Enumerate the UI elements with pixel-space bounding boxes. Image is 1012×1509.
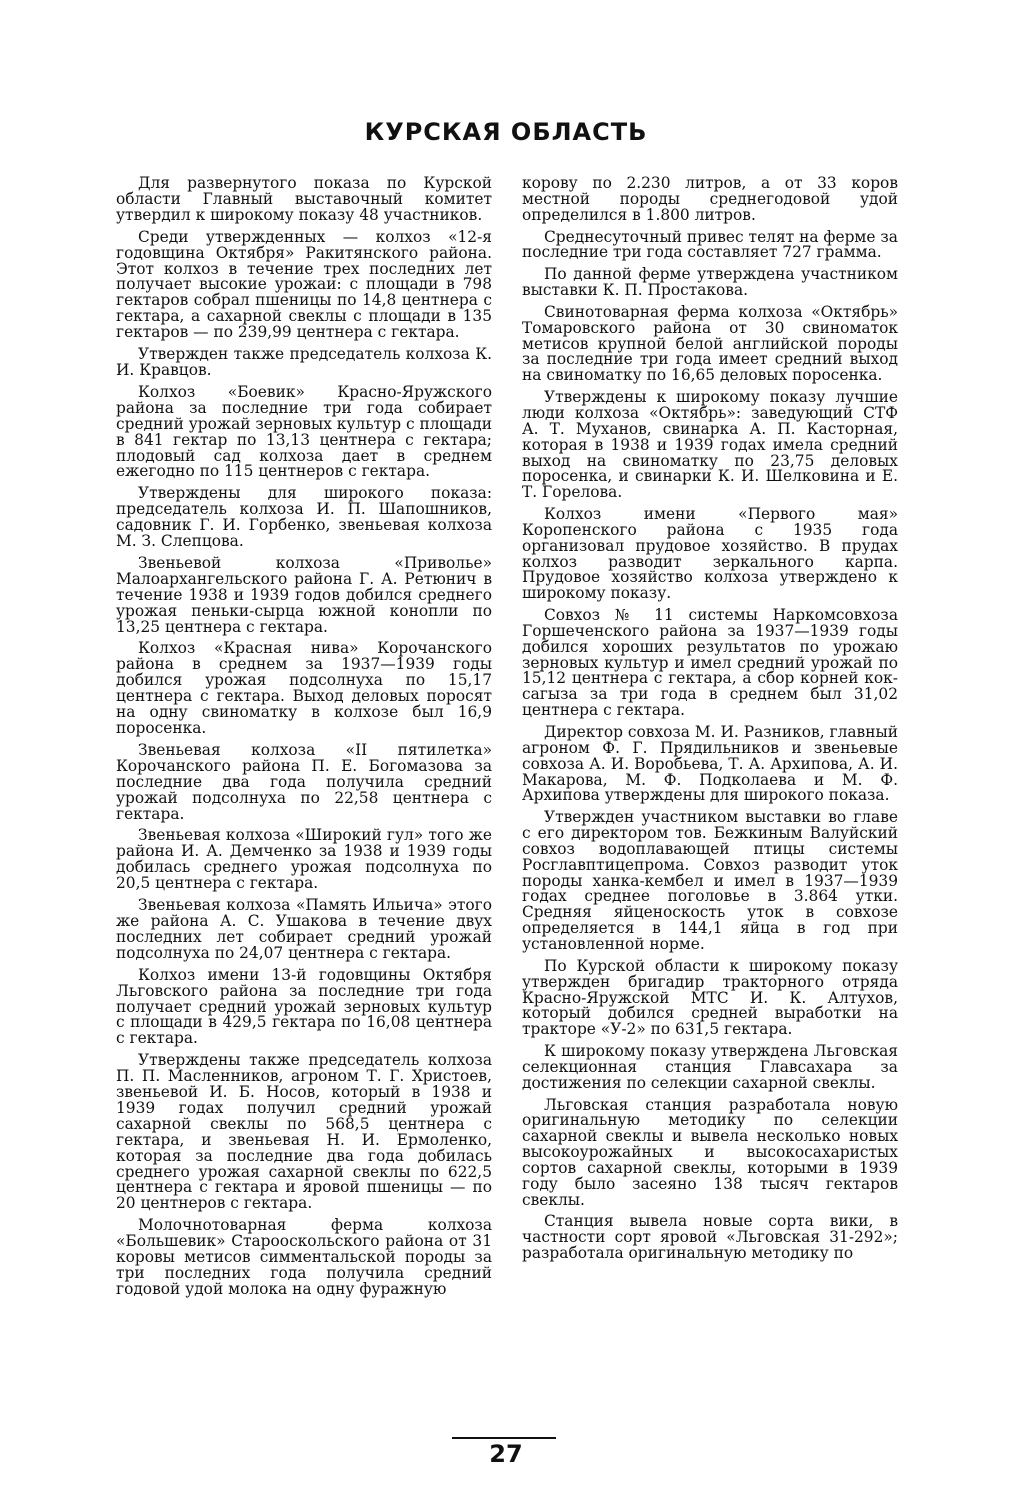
page-number: 27	[489, 1440, 523, 1468]
paragraph: Утвержден участником выставки во главе с его директором тов. Бежкиным Валуйский совхоз водоплавающей птицы системы Росглавптицепрома. Совхоз разводит уток породы ханка-кембел и имел в 1937—1939 годах среднее поголовье в 3.864 утки. Средняя яйценоскость уток в совхозе определяется в 144,1 яйца в год при установленной норме.	[522, 808, 898, 953]
paragraph: Звеньевой колхоза «Приволье» Малоархангельского района Г. А. Ретюнич в течение 1938 и 1939 годов добился среднего урожая пеньки-сырца южной конопли по 13,25 центнера с гектара.	[116, 553, 492, 636]
page-title: КУРСКАЯ ОБЛАСТЬ	[364, 118, 648, 146]
paragraph: корову по 2.230 литров, а от 33 коров местной породы среднегодовой удой определился в 1.800 литров.	[522, 174, 898, 224]
paragraph: Льговская станция разработала новую оригинальную методику по селекции сахарной свеклы и вывела несколько новых высокоурожайных и высокосахаристых сортов сахарной свеклы, которыми в 1939 году было засеяно 138 тысяч гектаров свеклы.	[522, 1095, 898, 1209]
paragraph: По Курской области к широкому показу утвержден бригадир тракторного отряда Красно-Яружской МТС И. К. Алтухов, который добился средней выработки на тракторе «У-2» по 631,5 гектара.	[522, 956, 898, 1039]
paragraph: Утвержден также председатель колхоза К. И. Кравцов.	[116, 345, 492, 379]
left-column	[116, 176, 492, 1304]
paragraph: Колхоз «Боевик» Красно-Яружского района за последние три года собирает средний урожай зерновых культур с площади в 841 гектар по 13,13 центнера с гектара; плодовый сад колхоза дает в среднем ежегодно по 115 центнеров с гектара.	[116, 382, 492, 481]
paragraph: Утверждены также председатель колхоза П. П. Масленников, агроном Т. Г. Христоев, звеньевой И. Б. Носов, который в 1938 и 1939 годах получил средний урожай сахарной свеклы по 568,5 центнера с гектара, и звеньевая Н. И. Ермоленко, которая за последние два года добилась среднего урожая сахарной свеклы по 622,5 центнера с гектара и яровой пшеницы — по 20 центнеров с гектара.	[116, 1051, 492, 1213]
right-column	[522, 176, 898, 1268]
paragraph: Для развернутого показа по Курской области Главный выставочный комитет утвердил к широкому показу 48 участников.	[116, 174, 492, 224]
paragraph: Среди утвержденных — колхоз «12-я годовщина Октября» Ракитянского района. Этот колхоз в течение трех последних лет получает высокие урожаи: с площади в 798 гектаров собрал пшеницы по 14,8 центнера с гектара, а сахарной свеклы с площади в 135 гектаров — по 239,99 центнера с гектара.	[116, 227, 492, 342]
paragraph: Звеньевая колхоза «II пятилетка» Корочанского района П. Е. Богомазова за последние два года получила средний урожай подсолнуха по 22,58 центнера с гектара.	[116, 740, 492, 823]
paragraph: Утверждены для широкого показа: председатель колхоза И. П. Шапошников, садовник Г. И. Горбенко, звеньевая колхоза М. З. Слепцова.	[116, 484, 492, 551]
paragraph: Свинотоварная ферма колхоза «Октябрь» Томаровского района от 30 свиноматок метисов крупной белой английской породы за последние три года имеет средний выход на свиноматку по 16,65 деловых поросенка.	[522, 302, 898, 385]
paragraph: К широкому показу утверждена Льговская селекционная станция Главсахара за достижения по селекции сахарной свеклы.	[522, 1042, 898, 1092]
paragraph: Колхоз имени 13-й годовщины Октября Льговского района за последние три года получает средний урожай зерновых культур с площади в 429,5 гектара по 16,08 центнера с гектара.	[116, 965, 492, 1048]
paragraph: Утверждены к широкому показу лучшие люди колхоза «Октябрь»: заведующий СТФ А. Т. Муханов, свинарка А. П. Касторная, которая в 1938 и 1939 годах имела средний выход на свиноматку по 23,75 деловых поросенка, и свинарки К. И. Шелковина и Е. Т. Горелова.	[522, 388, 898, 502]
paragraph: Директор совхоза М. И. Разников, главный агроном Ф. Г. Прядильников и звеньевые совхоза А. И. Воробьева, Т. А. Архипова, А. И. Макарова, М. Ф. Подколаева и М. Ф. Архипова утверждены для широкого показа.	[522, 723, 898, 805]
paragraph: Совхоз № 11 системы Наркомсовхоза Горшеченского района за 1937—1939 годы добился хороших результатов по урожаю зерновых культур и имел средний урожай по 15,12 центнера с гектара, а сбор корней кок-сагыза за три года в среднем был 31,02 центнера с гектара.	[522, 606, 898, 720]
paragraph: Колхоз имени «Первого мая» Коропенского района с 1935 года организовал прудовое хозяйство. В прудах колхоз разводит зеркального карпа. Прудовое хозяйство колхоза утверждено к широкому показу.	[522, 505, 898, 603]
paragraph: Колхоз «Красная нива» Корочанского района в среднем за 1937—1939 годы добился урожая подсолнуха по 15,17 центнера с гектара. Выход деловых поросят на одну свиноматку в колхозе был 16,9 поросенка.	[116, 639, 492, 737]
paragraph: По данной ферме утверждена участником выставки К. П. Простакова.	[522, 265, 898, 300]
paragraph: Станция вывела новые сорта вики, в частности сорт яровой «Льговская 31-292»; разработала оригинальную методику по	[522, 1212, 898, 1263]
paragraph: Молочнотоварная ферма колхоза «Большевик» Старооскольского района от 31 коровы метисов симментальской породы за три последних года получила средний годовой удой молока на одну фуражную	[116, 1216, 492, 1298]
paragraph: Звеньевая колхоза «Широкий гул» того же района И. А. Демченко за 1938 и 1939 годы добилась среднего урожая подсолнуха по 20,5 центнера с гектара.	[116, 826, 492, 893]
footer-rule	[452, 1437, 556, 1439]
paragraph: Среднесуточный привес телят на ферме за последние три года составляет 727 грамма.	[522, 227, 898, 262]
paragraph: Звеньевая колхоза «Память Ильича» этого же района А. С. Ушакова в течение двух последних лет собирает средний урожай подсолнуха по 24,07 центнера с гектара.	[116, 896, 492, 962]
